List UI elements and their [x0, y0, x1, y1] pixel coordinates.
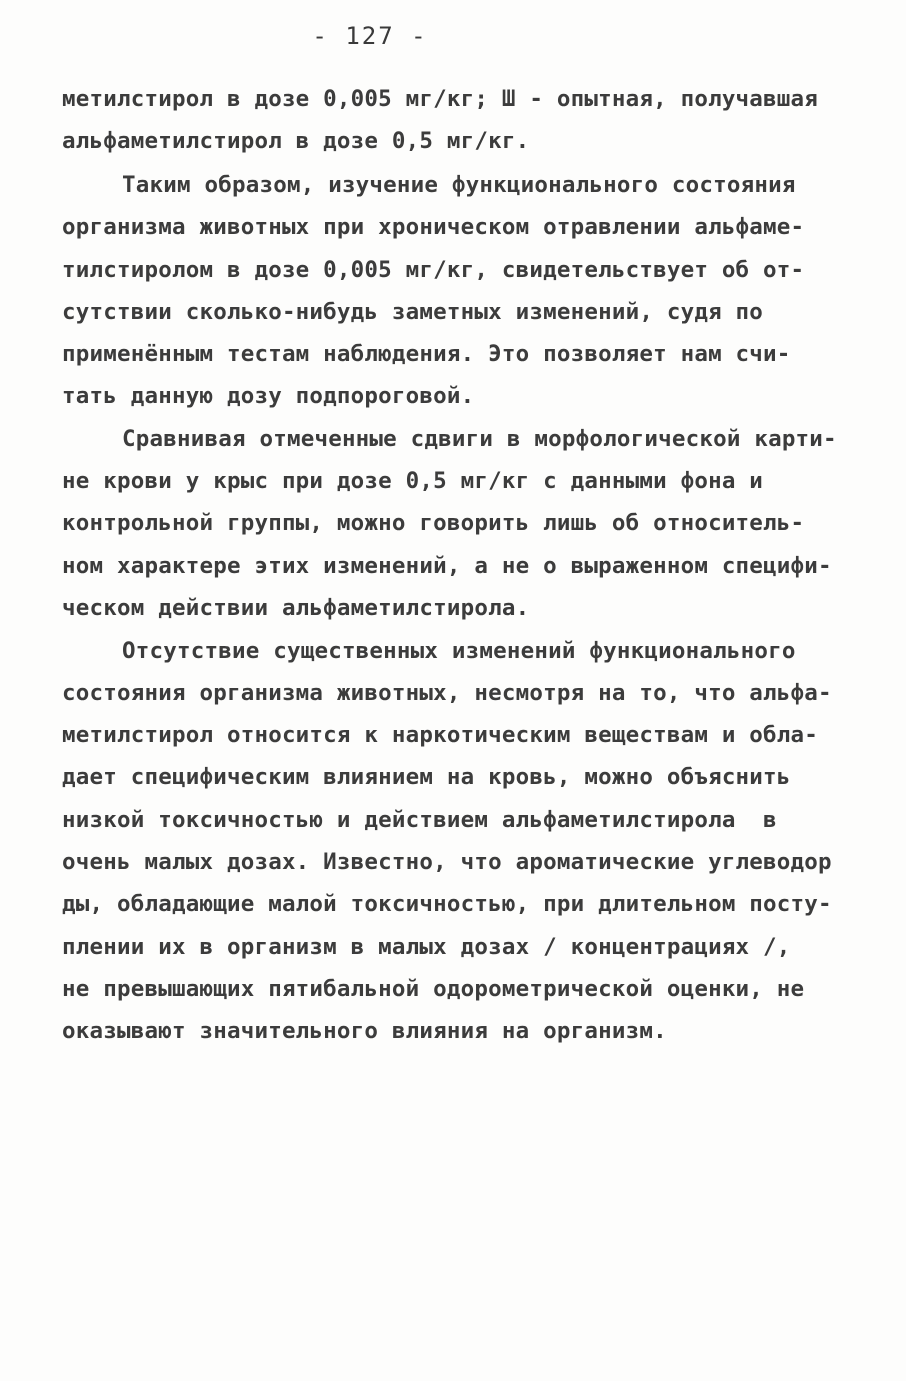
text-line: применённым тестам наблюдения. Это позволяет нам счи- — [62, 341, 791, 367]
text-line: Сравнивая отмеченные сдвиги в морфологической карти- — [122, 426, 837, 452]
text-line: контрольной группы, можно говорить лишь об относитель- — [62, 510, 805, 536]
text-line: организма животных при хроническом отравлении альфаме- — [62, 214, 805, 240]
text-line: Отсутствие существенных изменений функционального — [122, 638, 796, 664]
page-number: - 127 - — [312, 22, 428, 50]
text-line: очень малых дозах. Известно, что ароматические углеводор — [62, 849, 832, 875]
text-line: Таким образом, изучение функционального состояния — [122, 172, 796, 198]
text-line: не превышающих пятибальной одорометрической оценки, не — [62, 976, 805, 1002]
text-line: тать данную дозу подпороговой. — [62, 383, 475, 409]
text-line: сутствии сколько-нибудь заметных изменений, судя по — [62, 299, 764, 325]
text-line: метилстирол в дозе 0,005 мг/кг; Ш - опытная, получавшая — [62, 86, 819, 112]
text-line: дает специфическим влиянием на кровь, можно объяснить — [62, 764, 791, 790]
text-line: не крови у крыс при дозе 0,5 мг/кг с данными фона и — [62, 468, 764, 494]
text-line: ческом действии альфаметилстирола. — [62, 595, 530, 621]
text-line: ды, обладающие малой токсичностью, при длительном посту- — [62, 891, 832, 917]
text-line: тилстиролом в дозе 0,005 мг/кг, свидетельствует об от- — [62, 257, 805, 283]
text-line: оказывают значительного влияния на организм. — [62, 1018, 667, 1044]
text-line: состояния организма животных, несмотря на то, что альфа- — [62, 680, 832, 706]
text-line: ном характере этих изменений, а не о выраженном специфи- — [62, 553, 832, 579]
text-line: метилстирол относится к наркотическим веществам и обла- — [62, 722, 819, 748]
text-line: альфаметилстирол в дозе 0,5 мг/кг. — [62, 128, 530, 154]
text-line: низкой токсичностью и действием альфаметилстирола в — [62, 807, 777, 833]
text-line: плении их в организм в малых дозах / концентрациях /, — [62, 934, 791, 960]
